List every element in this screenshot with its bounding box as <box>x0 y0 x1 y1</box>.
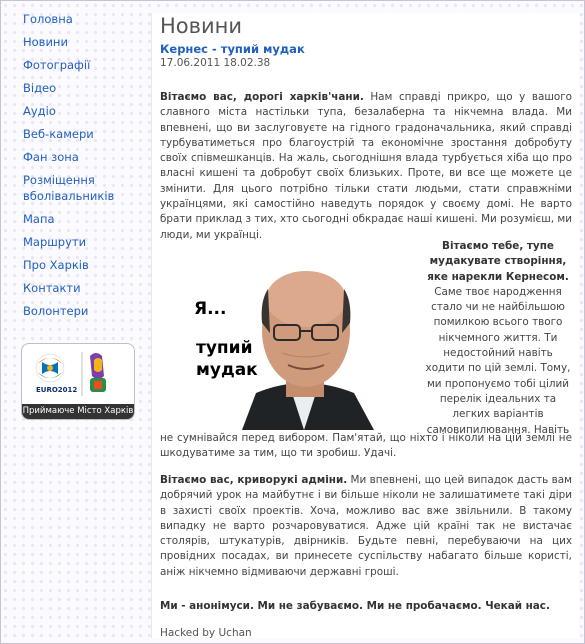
image-caption-line2: тупий <box>196 338 253 358</box>
paragraph-2-greeting: Вітаємо тебе, тупе мудакувате створіння, яке нарекли Кернесом. <box>427 240 569 283</box>
sidebar-item-webcams[interactable] <box>9 126 141 142</box>
sidebar-link[interactable]: Про Харків <box>23 258 89 272</box>
sidebar-link[interactable]: Маршрути <box>23 235 87 249</box>
sidebar-item-map[interactable] <box>9 211 141 227</box>
sidebar-link[interactable]: Розміщення вболівальників <box>23 173 115 203</box>
sidebar-link[interactable]: Аудіо <box>23 104 56 118</box>
article-paragraph-1 <box>160 90 572 243</box>
article-date: 17.06.2011 18.02.38 <box>160 57 271 69</box>
main-content <box>151 13 579 638</box>
article-container <box>160 13 573 639</box>
paragraph-1-body: Нам справді прикро, що у вашого славного міста настільки тупа, безалаберна та нікчемна влада. Ми впевнені, що ви заслуговуєте на гідного градоначальника, який справді турбуватиметься про благоустрій та економічне зростання добробуту своїх співмешканців. На жаль, сьогоднішня влада турбується хіба що про власні кишені та добробут своїх близьких. Проте, ви все ще можете це змінити. Для цього потрібно тільки стати людьми, стати справжніми українцями, які самостійно наведуть порядок у своєму домі. Не варто брати приклад з тих, хто сьогодні обкрадає наші кишені. Ми розумієш, ми люди, ми українці. <box>160 91 573 241</box>
paragraph-3-body: Ми впевнені, що цей випадок дасть вам добрячий урок на майбутнє і ви більше ніколи не залишатимете такі діри в захисті своїх проектів. Хоча, можливо вас вже звільнили. В такому випадку не варто розчаровуватися. Адже цій країні так не вистачає столярів, штукатурів, двірників. Будьте певні, перебуваючи на цих провідних посадах, ви принесете суспільству набагато більше користі, аніж нікчемно відмиваючи державні гроші. <box>160 474 572 578</box>
sidebar-link[interactable]: Мапа <box>23 212 55 226</box>
article-signature: Hacked by Uchan <box>160 627 252 639</box>
sidebar-item-volunteers[interactable] <box>9 303 141 319</box>
image-caption-line3: мудак <box>196 360 258 380</box>
sidebar-item-routes[interactable] <box>9 234 141 250</box>
sidebar-item-accommodation[interactable] <box>9 172 141 204</box>
article-image <box>164 243 420 430</box>
article-paragraph-3 <box>160 473 572 580</box>
sidebar-item-fan-zone[interactable] <box>9 149 141 165</box>
sidebar-link[interactable]: Головна <box>23 12 73 26</box>
page-title: Новини <box>160 14 243 38</box>
euro-logo-text: EURO2012 <box>36 386 78 394</box>
sidebar-link[interactable]: Фотографії <box>23 58 91 72</box>
paragraph-3-greeting: Вітаємо вас, криворукі адміни. <box>160 474 348 486</box>
sidebar-item-contacts[interactable] <box>9 280 141 296</box>
paragraph-2-body: Саме твоє народження стало чи не найбільшою помилкою всього твого нікчемного життя. Ти недостойний навіть ходити по цій землі. Тому, ми пропонуємо тобі цілий перелік ідеальних та легких варіантів самовипилювання. Навіть <box>425 285 571 436</box>
euro2012-logo <box>28 348 128 400</box>
image-caption-line1: Я... <box>194 299 227 319</box>
sidebar-item-audio[interactable] <box>9 103 141 119</box>
sidebar <box>9 11 141 631</box>
euro2012-banner[interactable] <box>21 343 135 420</box>
sidebar-link[interactable]: Відео <box>23 81 57 95</box>
image-caption-lines <box>196 337 258 381</box>
sidebar-nav <box>9 11 141 319</box>
sidebar-item-video[interactable] <box>9 80 141 96</box>
sidebar-link[interactable]: Волонтери <box>23 304 89 318</box>
sidebar-item-photos[interactable] <box>9 57 141 73</box>
sidebar-link[interactable]: Веб-камери <box>23 127 94 141</box>
article-title[interactable]: Кернес - тупий мудак <box>160 42 305 56</box>
sidebar-item-about-kharkiv[interactable] <box>9 257 141 273</box>
sidebar-item-news[interactable] <box>9 34 141 50</box>
paragraph-1-greeting: Вітаємо вас, дорогі харків'чани. <box>160 91 364 103</box>
euro-banner-caption: Приймаюче Місто Харків <box>22 404 134 419</box>
euro-emblem-icon <box>36 354 64 382</box>
sidebar-link[interactable]: Новини <box>23 35 68 49</box>
article-paragraph-2 <box>423 239 573 438</box>
sidebar-item-home[interactable] <box>9 11 141 27</box>
sidebar-link[interactable]: Фан зона <box>23 150 79 164</box>
article-paragraph-2-continued: не сумнівайся перед вибором. Пам'ятай, що ніхто і ніколи на цій землі не шкодуватиме за тим, що ти зробиш. Удачі. <box>160 432 572 460</box>
sidebar-link[interactable]: Контакти <box>23 281 81 295</box>
article-paragraph-4: Ми - анонімуси. Ми не забуваємо. Ми не пробачаємо. Чекай нас. <box>160 600 550 612</box>
kharkiv-mascot-icon <box>90 353 106 392</box>
